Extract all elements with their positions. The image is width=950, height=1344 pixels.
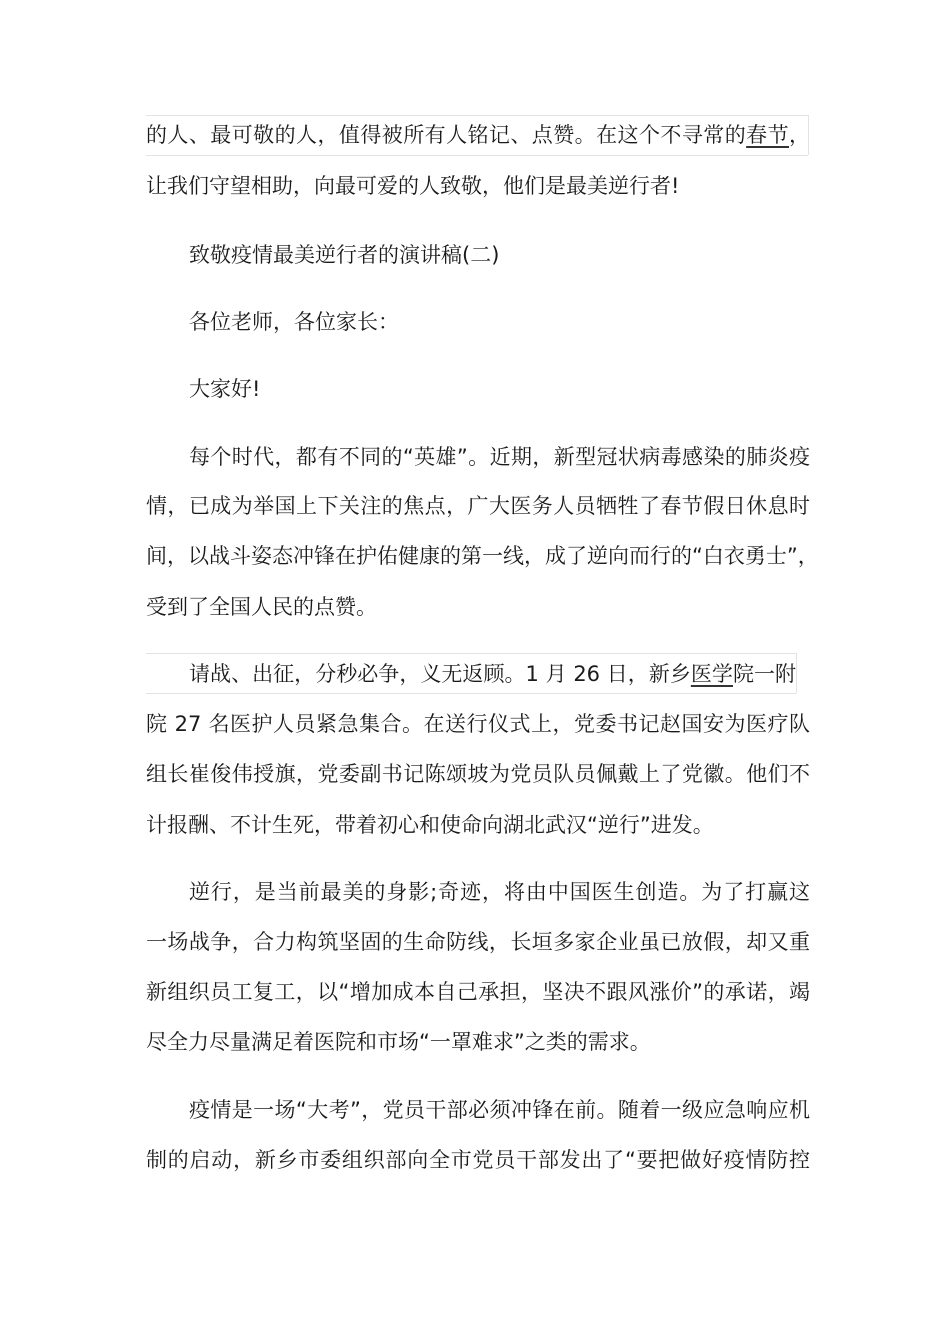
paragraph-line: 组长崔俊伟授旗，党委副书记陈颂坡为党员队员佩戴上了党徽。他们不 — [146, 762, 810, 786]
table-border — [146, 693, 796, 694]
paragraph-line: 院 27 名医护人员紧急集合。在送行仪式上，党委书记赵国安为医疗队 — [146, 712, 810, 736]
table-border — [146, 653, 796, 654]
paragraph-line: 尽全力尽量满足着医院和市场“一罩难求”之类的需求。 — [146, 1030, 651, 1054]
table-border — [146, 115, 808, 116]
underlined-text: 医学 — [690, 662, 733, 686]
paragraph-line: 每个时代，都有不同的“英雄”。近期，新型冠状病毒感染的肺炎疫 — [189, 445, 810, 469]
paragraph-line: 情，已成为举国上下关注的焦点，广大医务人员牺牲了春节假日休息时 — [146, 494, 810, 518]
text-run: 的人、最可敬的人，值得被所有人铭记、点赞。在这个不寻常的 — [146, 123, 747, 147]
table-border — [146, 155, 808, 156]
greeting: 大家好! — [189, 377, 261, 401]
table-border — [796, 653, 797, 693]
paragraph-line: 计报酬、不计生死，带着初心和使命向湖北武汉“逆行”进发。 — [146, 813, 714, 837]
paragraph-line: 一场战争，合力构筑坚固的生命防线，长垣多家企业虽已放假，却又重 — [146, 930, 810, 954]
text-run: ， — [789, 123, 811, 147]
underlined-text: 春节 — [746, 123, 790, 147]
paragraph-line: 逆行，是当前最美的身影;奇迹，将由中国医生创造。为了打赢这 — [189, 880, 810, 904]
paragraph-line: 间，以战斗姿态冲锋在护佑健康的第一线，成了逆向而行的“白衣勇士”， — [146, 544, 819, 568]
paragraph-line: 制的启动，新乡市委组织部向全市党员干部发出了“要把做好疫情防控 — [146, 1148, 810, 1172]
paragraph-line: 新组织员工复工，以“增加成本自己承担，坚决不跟风涨价”的承诺，竭 — [146, 980, 810, 1004]
text-run: 请战、出征，分秒必争，义无返顾。1 月 26 日，新乡 — [189, 662, 691, 686]
text-run: 院一附 — [732, 662, 797, 686]
paragraph-line — [146, 118, 810, 152]
paragraph-line — [189, 657, 796, 691]
paragraph-line: 让我们守望相助，向最可爱的人致敬，他们是最美逆行者! — [146, 174, 680, 198]
paragraph-line: 受到了全国人民的点赞。 — [146, 595, 377, 619]
section-heading: 致敬疫情最美逆行者的演讲稿(二) — [189, 243, 500, 267]
paragraph-line: 疫情是一场“大考”，党员干部必须冲锋在前。随着一级应急响应机 — [189, 1098, 810, 1122]
salutation: 各位老师，各位家长： — [189, 310, 399, 334]
